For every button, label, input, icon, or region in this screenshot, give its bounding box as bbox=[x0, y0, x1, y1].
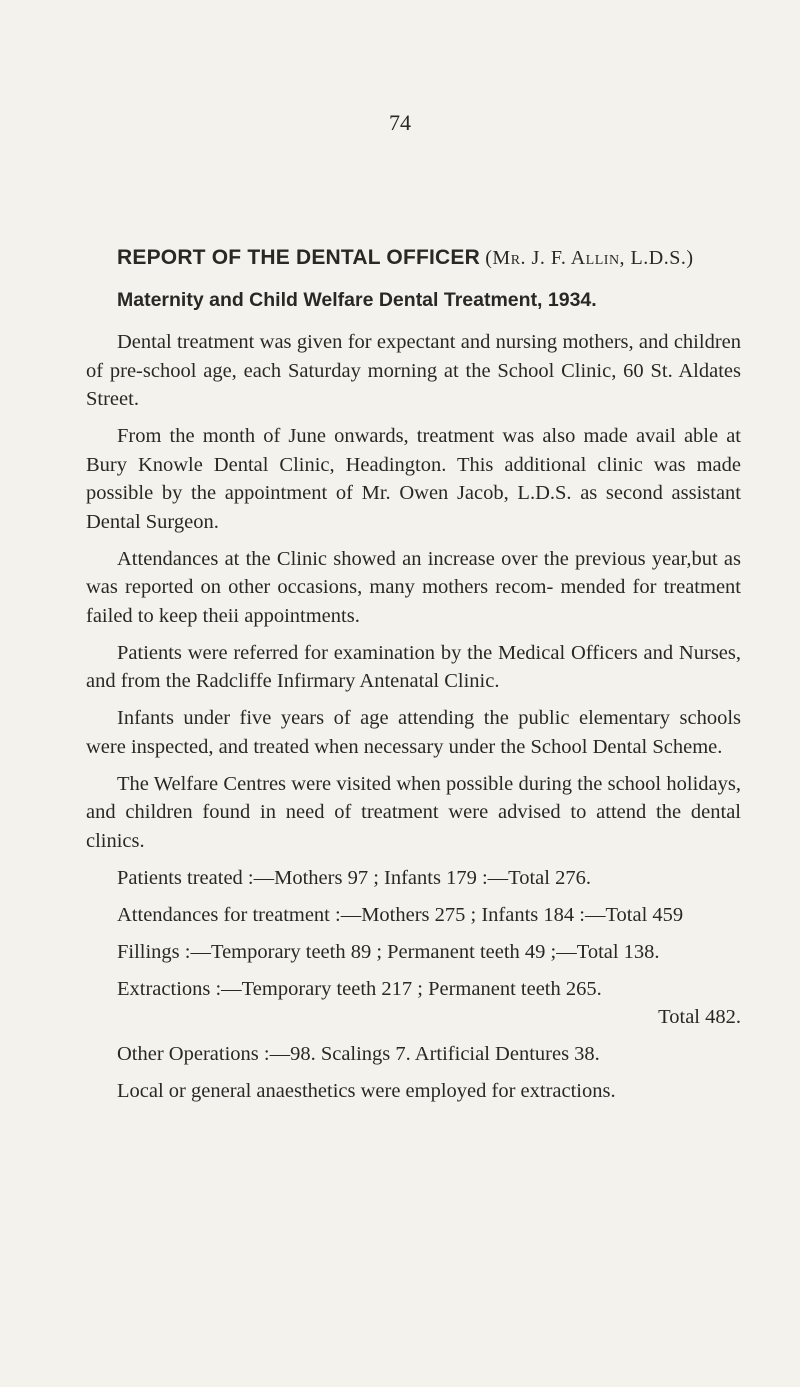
paragraph: The Welfare Centres were visited when possible during the school holidays, and children found in need of treatment were advised to attend the dental clinics. bbox=[86, 772, 741, 852]
page-number: 74 bbox=[389, 110, 411, 135]
fillings-line: Fillings :—Temporary teeth 89 ; Permanent teeth 49 ;—Total 138. bbox=[117, 940, 660, 963]
paragraph: Patients were referred for examination by the Medical Officers and Nurses, and from the Radcliffe Infirmary Antenatal Clinic. bbox=[86, 641, 741, 692]
paragraph: Dental treatment was given for expectant and nursing mothers, and children of pre-school age, each Saturday morning at the School Clinic, 60 St. Aldates Street. bbox=[86, 331, 741, 410]
report-body bbox=[86, 328, 741, 1114]
other-operations-line: Other Operations :—98. Scalings 7. Artificial Dentures 38. bbox=[117, 1043, 600, 1065]
paragraph: Infants under five years of age attending the public elementary schools were inspected, and treated when necessary under the School Dental Scheme. bbox=[86, 707, 741, 758]
patients-treated-line: Patients treated :—Mothers 97 ; Infants 179 :—Total 276. bbox=[117, 866, 591, 889]
section-heading: Maternity and Child Welfare Dental Treatment, 1934. bbox=[117, 289, 597, 311]
report-title: REPORT OF THE DENTAL OFFICER bbox=[117, 246, 480, 269]
paragraph: Attendances at the Clinic showed an increase over the previous year,but as was reported on other occasions, many mothers recom- mended for treatment failed to keep theii appointments. bbox=[86, 547, 741, 627]
report-heading bbox=[117, 245, 757, 270]
officer-name: (Mr. J. F. Allin, L.D.S.) bbox=[485, 247, 694, 269]
attendances-line: Attendances for treatment :—Mothers 275 ; Infants 184 :—Total 459 bbox=[117, 903, 684, 926]
anaesthetics-line: Local or general anaesthetics were employed for extractions. bbox=[117, 1080, 616, 1102]
extractions-total-line: Total 482. bbox=[658, 1006, 741, 1028]
extractions-line: Extractions :—Temporary teeth 217 ; Permanent teeth 265. bbox=[117, 977, 602, 1000]
paragraph: From the month of June onwards, treatment was also made avail able at Bury Knowle Dental Clinic, Headington. This additional clinic was made possible by the appointment of Mr. Owen Jacob, L.D.S. as second assistant Dental Surgeon. bbox=[86, 425, 741, 533]
